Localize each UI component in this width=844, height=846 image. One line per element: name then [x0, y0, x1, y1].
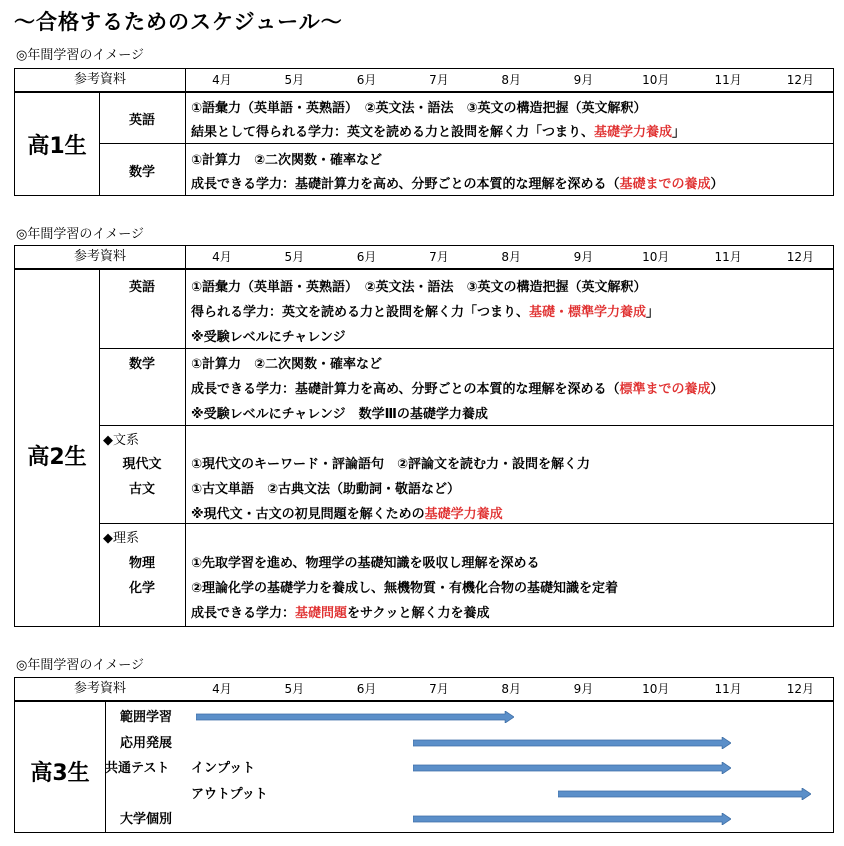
bunkei-line-3: ※現代文・古文の初見問題を解くための基礎学力養成	[191, 507, 503, 522]
month-label: 5月	[284, 682, 305, 696]
month-label: 7月	[429, 682, 449, 696]
month-label: 6月	[356, 250, 377, 264]
subject-bunkei: ◆文系	[103, 433, 139, 448]
section-caption: ◎年間学習のイメージ	[16, 227, 144, 242]
subject-physics: 物理	[128, 556, 155, 571]
subject-english: 英語	[128, 113, 155, 128]
english-line-2: 結果として得られる学力：英文を読める力と設問を解く力「つまり、基礎学力養成」	[191, 125, 686, 140]
month-label: 11月	[714, 73, 742, 87]
month-label: 4月	[212, 73, 232, 87]
timeline-arrow	[196, 711, 514, 723]
timeline-arrow	[413, 762, 731, 774]
subject-rikei: ◆理系	[103, 531, 139, 546]
g3-row-label: 範囲学習	[119, 710, 172, 725]
table-header	[15, 69, 833, 93]
page-title: ～合格するためのスケジュール～	[14, 10, 343, 34]
month-label: 10月	[642, 73, 670, 87]
month-label: 12月	[786, 682, 815, 696]
g3-row-label: 共通テスト	[105, 761, 170, 776]
math-line-3: ※受験レベルにチャレンジ 数学Ⅲの基礎学力養成	[191, 407, 488, 422]
month-label: 12月	[786, 73, 815, 87]
month-label: 5月	[284, 250, 305, 264]
rikei-line-3: 成長できる学力：基礎問題をサクッと解く力を養成	[191, 606, 490, 621]
math-line-1: ①計算力 ②二次関数・確率など	[191, 357, 383, 372]
month-label: 4月	[212, 682, 232, 696]
subject-math: 数学	[128, 357, 155, 372]
subject-kobun: 古文	[128, 482, 155, 497]
math-line-2: 成長できる学力：基礎計算力を高め、分野ごとの本質的な理解を深める（標準までの養成）	[191, 382, 724, 397]
month-label: 5月	[284, 73, 305, 87]
bunkei-line-1: ①現代文のキーワード・評論語句 ②評論文を読む力・設問を解く力	[191, 457, 591, 472]
g3-row-text: アウトプット	[191, 786, 268, 802]
timeline-arrow	[413, 737, 731, 749]
section-caption: ◎年間学習のイメージ	[16, 48, 144, 63]
timeline-arrow	[413, 813, 731, 825]
english-line-1: ①語彙力（英単語・英熟語） ②英文法・語法 ③英文の構造把握（英文解釈）	[191, 101, 647, 116]
grade-label: 高1生	[27, 134, 87, 159]
table-header	[15, 678, 833, 702]
month-label: 6月	[356, 73, 377, 87]
ref-label: 参考資料	[15, 69, 186, 91]
rikei-line-1: ①先取学習を進め、物理学の基礎知識を吸収し理解を深める	[191, 556, 540, 571]
month-label: 11月	[714, 250, 742, 264]
schedule-table-g3	[14, 677, 834, 833]
month-label: 9月	[573, 682, 594, 696]
grade-label: 高2生	[27, 445, 87, 470]
schedule-table-g1	[14, 68, 834, 196]
subject-gendaibun: 現代文	[122, 457, 162, 472]
month-label: 6月	[356, 682, 377, 696]
g3-row-label: 大学個別	[119, 812, 172, 827]
subject-chemistry: 化学	[128, 581, 155, 596]
grade-label: 高3生	[30, 761, 90, 786]
month-label: 4月	[212, 250, 232, 264]
subject-math: 数学	[128, 165, 155, 180]
month-label: 10月	[642, 250, 670, 264]
month-label: 8月	[501, 682, 521, 696]
english-line-3: ※受験レベルにチャレンジ	[191, 330, 346, 345]
timeline-arrow	[558, 788, 811, 800]
g3-row-label: 応用発展	[119, 735, 172, 751]
month-label: 9月	[573, 250, 594, 264]
month-label: 7月	[429, 250, 449, 264]
month-label: 11月	[714, 682, 742, 696]
month-label: 8月	[501, 250, 521, 264]
english-line-1: ①語彙力（英単語・英熟語） ②英文法・語法 ③英文の構造把握（英文解釈）	[191, 280, 647, 295]
subject-english: 英語	[128, 280, 155, 295]
table-header	[15, 246, 833, 270]
month-label: 8月	[501, 73, 521, 87]
month-label: 7月	[429, 73, 449, 87]
ref-label: 参考資料	[15, 246, 186, 268]
math-line-2: 成長できる学力：基礎計算力を高め、分野ごとの本質的な理解を深める（基礎までの養成）	[191, 177, 724, 192]
month-label: 12月	[786, 250, 815, 264]
math-line-1: ①計算力 ②二次関数・確率など	[191, 153, 383, 168]
month-label: 9月	[573, 73, 594, 87]
g3-row-text: インプット	[191, 761, 256, 776]
bunkei-line-2: ①古文単語 ②古典文法（助動詞・敬語など）	[191, 482, 461, 497]
section-caption: ◎年間学習のイメージ	[16, 658, 144, 673]
schedule-table-g2	[14, 245, 834, 627]
english-line-2: 得られる学力：英文を読める力と設問を解く力「つまり、基礎・標準学力養成」	[191, 305, 660, 320]
month-label: 10月	[642, 682, 670, 696]
rikei-line-2: ②理論化学の基礎学力を養成し、無機物質・有機化合物の基礎知識を定着	[191, 581, 619, 596]
ref-label: 参考資料	[73, 681, 126, 696]
